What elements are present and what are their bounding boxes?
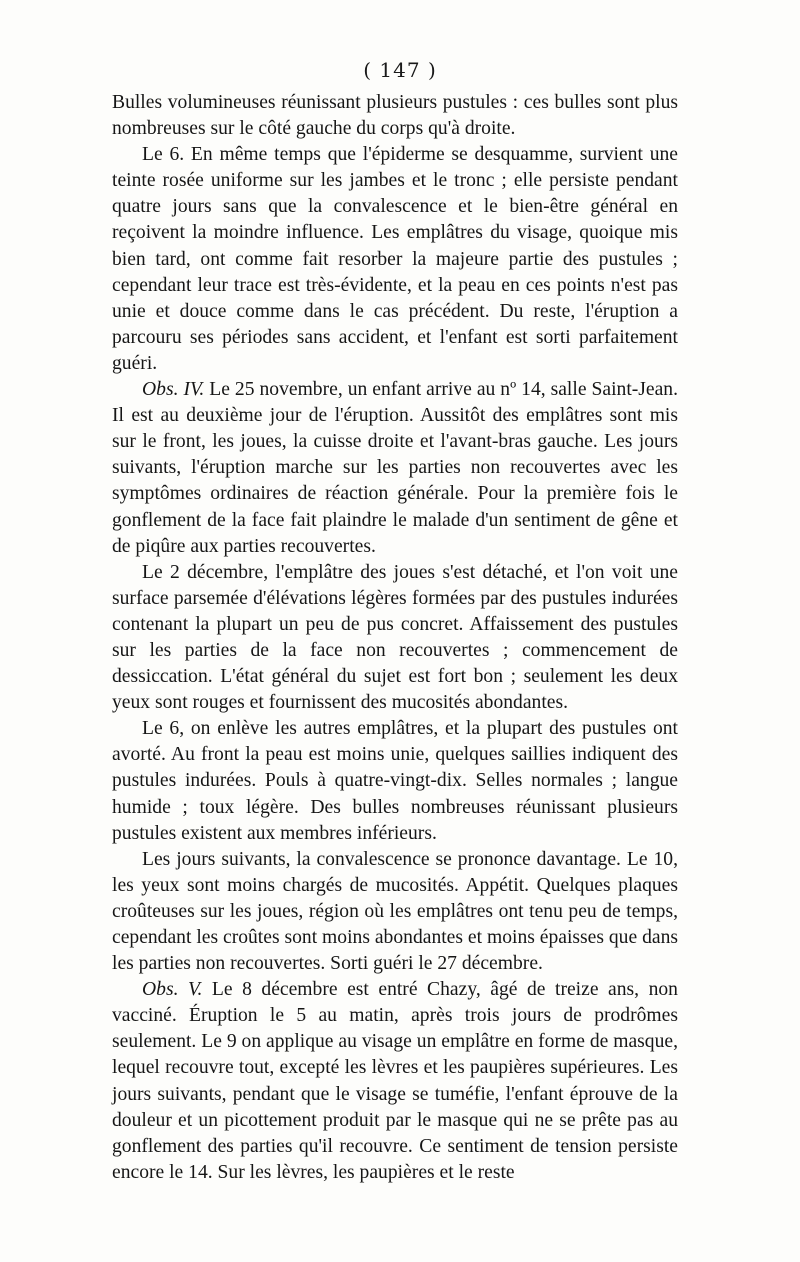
paragraph-6 bbox=[112, 847, 678, 977]
observation-label: Obs. V. bbox=[142, 979, 203, 1001]
paragraph-text: Le 25 novembre, un enfant arrive au nº 14, salle Saint-Jean. Il est au deuxième jour de l'éruption. Aussitôt des emplâtres sont mis sur le front, les joues, la cuisse droite et l'avant-bras gauche. Les jours suivants, l'éruption marche sur les parties non recouvertes avec les symptômes ordinaires de réaction générale. Pour la première fois le gonflement de la face fait plaindre le malade d'un sentiment de gêne et de piqûre aux parties recouvertes. bbox=[112, 379, 679, 557]
paragraph-text: Les jours suivants, la convalescence se prononce davantage. Le 10, les yeux sont moins chargés de mucosités. Appétit. Quelques plaques croûteuses sur les joues, région où les emplâtres ont tenu peu de temps, cependant les croûtes sont moins abondantes et moins épaisses que dans les parties non recouvertes. Sorti guéri le 27 décembre. bbox=[112, 848, 678, 975]
paragraph-2 bbox=[112, 142, 678, 377]
paragraph-4 bbox=[112, 560, 678, 717]
paragraph-text: Bulles volumineuses réunissant plusieurs pustules : ces bulles sont plus nombreuses sur le côté gauche du corps qu'à droite. bbox=[112, 92, 678, 140]
paragraph-text: Le 8 décembre est entré Chazy, âgé de treize ans, non vacciné. Éruption le 5 au matin, après trois jours de prodrômes seulement. Le 9 on applique au visage un emplâtre en forme de masque, lequel recouvre tout, excepté les lèvres et les paupières supérieures. Les jours suivants, pendant que le visage se tuméfie, l'enfant éprouve de la douleur et un picottement produit par le masque qui ne se prête pas au gonflement des parties qu'il recouvre. Ce sentiment de tension persiste encore le 14. Sur les lèvres, les paupières et le reste bbox=[112, 979, 678, 1183]
paragraph-text: Le 2 décembre, l'emplâtre des joues s'est détaché, et l'on voit une surface parsemée d'élévations légères formées par des pustules indurées contenant la plupart un peu de pus concret. Affaissement des pustules sur les parties de la face non recouvertes ; commencement de dessiccation. L'état général du sujet est fort bon ; seulement les deux yeux sont rouges et fournissent des mucosités abondantes. bbox=[112, 561, 678, 714]
paragraph-obs-v bbox=[112, 977, 678, 1186]
paragraph-text: Le 6. En même temps que l'épiderme se desquamme, survient une teinte rosée uniforme sur les jambes et le tronc ; elle persiste pendant quatre jours sans que la convalescence et le bien-être général en reçoivent la moindre influence. Les emplâtres du visage, quoique mis bien tard, ont comme fait resorber la majeure partie des pustules ; cependant leur trace est très-évidente, et la peau en ces points n'est pas unie et douce comme dans le cas précédent. Du reste, l'éruption a parcouru ses périodes sans accident, et l'enfant est sorti parfaitement guéri. bbox=[112, 144, 678, 374]
paragraph-text: Le 6, on enlève les autres emplâtres, et la plupart des pustules ont avorté. Au front la peau est moins unie, quelques saillies indiquent des pustules indurées. Pouls à quatre-vingt-dix. Selles normales ; langue humide ; toux légère. Des bulles nombreuses réunissant plusieurs pustules existent aux membres inférieurs. bbox=[112, 718, 678, 844]
observation-label: Obs. IV. bbox=[142, 379, 205, 401]
paragraph-5 bbox=[112, 716, 678, 846]
paragraph-1 bbox=[112, 90, 678, 142]
page-body bbox=[112, 90, 678, 1186]
page-number: ( 147 ) bbox=[363, 58, 437, 82]
paragraph-obs-iv bbox=[112, 377, 678, 560]
